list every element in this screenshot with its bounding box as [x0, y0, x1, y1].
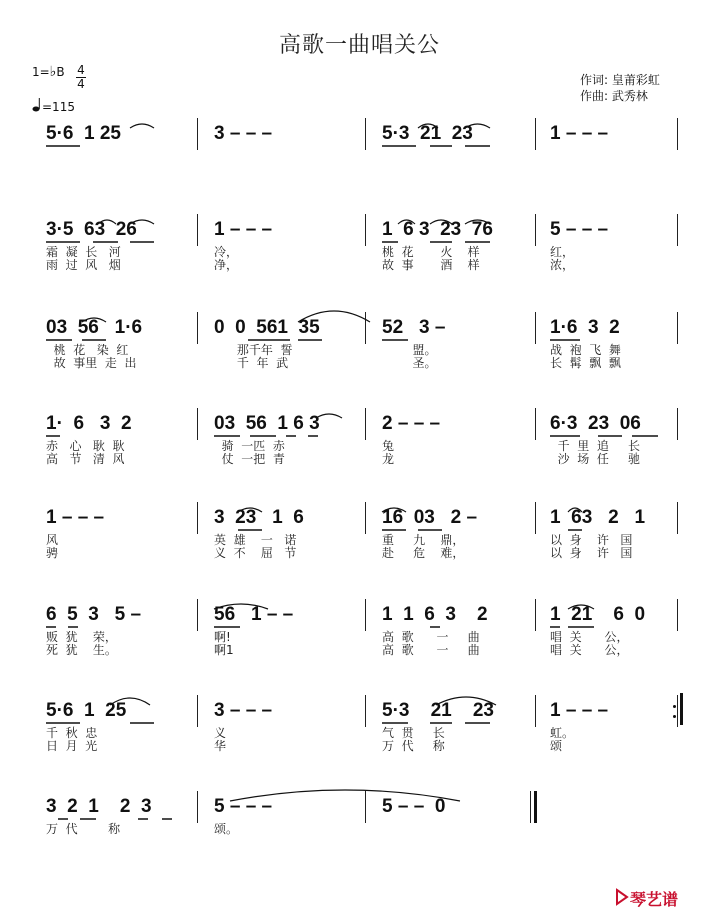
lyric-verse-2: 净， — [214, 258, 239, 272]
slur — [130, 124, 154, 128]
lyric-verse-1: 千 里 追 长 — [550, 439, 640, 453]
lyric-verse-1: 桃 花 染 红 — [46, 343, 129, 357]
lyric-verse-1: 重 九 鼎， — [382, 533, 465, 547]
lyric-verse-1: 风 — [46, 533, 59, 547]
slur — [230, 790, 460, 801]
lyric-verse-1: 义 — [214, 726, 227, 740]
lyric-verse-1: 骑 一匹 赤 — [214, 439, 285, 453]
measure-notes: 2 – – – — [382, 413, 441, 434]
measure-notes: 3·5 63 26 — [46, 219, 137, 240]
slur — [82, 318, 106, 322]
slur — [568, 605, 594, 609]
measure-notes: 5·6 1 25 — [46, 700, 127, 721]
slur — [98, 220, 116, 224]
lyric-verse-1: 红， — [550, 245, 575, 259]
lyric-verse-1: 那千年 誓 — [214, 343, 293, 357]
lyric-verse-2: 龙 — [382, 452, 395, 466]
lyric-verse-2: 沙 场 任 驰 — [550, 452, 640, 466]
tempo-value: =115 — [42, 100, 75, 114]
lyric-verse-1: 高 歌 一 曲 — [382, 630, 480, 644]
lyric-verse-2: 以 身 许 国 — [550, 546, 633, 560]
measure-notes: 03 56 1·6 — [46, 317, 143, 338]
measure-notes: 1 – – – — [46, 507, 105, 528]
lyric-verse-1: 战 袍 飞 舞 — [550, 343, 621, 357]
lyric-verse-1: 唱 关 公， — [550, 630, 629, 644]
lyric-verse-2: 颂 — [550, 739, 563, 753]
lyric-verse-2: 死 犹 生。 — [46, 643, 117, 657]
measure-notes: 5 – – – — [550, 219, 609, 240]
measure-notes: 1 6 3 23 76 — [382, 219, 493, 240]
lyric-verse-2: 故 事 酒 样 — [382, 258, 480, 272]
measure-notes: 52 3 – — [382, 317, 446, 338]
watermark-logo-icon — [615, 888, 629, 906]
lyric-verse-2: 高 歌 一 曲 — [382, 643, 480, 657]
lyric-verse-2: 赴 危 难， — [382, 546, 465, 560]
lyricist: 作词: 皇莆彩虹 — [580, 73, 660, 87]
slur — [465, 220, 490, 224]
measure-notes: 16 03 2 – — [382, 507, 478, 528]
slur — [130, 220, 154, 224]
lyric-verse-2: 雨 过 风 烟 — [46, 258, 121, 272]
slur — [316, 414, 342, 418]
measure-notes: 6·3 23 06 — [550, 413, 641, 434]
time-signature-bottom: 4 — [77, 77, 85, 91]
slur — [465, 124, 490, 128]
measure-notes: 1· 6 3 2 — [46, 413, 132, 434]
slur — [110, 698, 150, 705]
lyric-verse-1: 盟。 — [382, 343, 437, 357]
lyric-verse-1: 万 代 称 — [46, 822, 121, 836]
slur — [568, 508, 582, 512]
measure-notes: 56 1 – – — [214, 604, 294, 625]
measure-notes: 6 5 3 5 – — [46, 604, 142, 625]
lyric-verse-2: 啊1 — [214, 643, 234, 657]
lyric-verse-2: 唱 关 公， — [550, 643, 629, 657]
slur — [398, 220, 415, 224]
slur — [418, 124, 438, 128]
lyric-verse-2: 义 不 屈 节 — [214, 546, 297, 560]
lyric-verse-1: 以 身 许 国 — [550, 533, 633, 547]
measure-notes: 1 – – – — [214, 219, 273, 240]
lyric-verse-2: 高 节 清 风 — [46, 452, 125, 466]
lyric-verse-1: 虹。 — [550, 726, 575, 740]
slur — [436, 697, 496, 705]
measure-notes: 1 – – – — [550, 700, 609, 721]
lyric-verse-2: 圣。 — [382, 356, 437, 370]
slur — [238, 508, 262, 512]
flat-sign: ♭ — [49, 64, 57, 80]
measure-notes: 5 – – 0 — [382, 796, 446, 817]
composer: 作曲: 武秀林 — [580, 89, 648, 103]
lyric-verse-1: 啊! — [214, 630, 231, 644]
measure-notes: 3 2 1 2 3 — [46, 796, 152, 817]
lyric-verse-1: 桃 花 火 样 — [382, 245, 480, 259]
measure-notes: 5·6 1 25 — [46, 123, 121, 144]
lyric-verse-2: 仗 一把 青 — [214, 452, 285, 466]
lyric-verse-1: 贩 犹 荣， — [46, 630, 117, 644]
lyric-verse-2: 千 年 武 — [214, 356, 289, 370]
slur — [214, 604, 268, 609]
slur — [298, 311, 370, 322]
measure-notes: 3 23 1 6 — [214, 507, 304, 528]
key-note: B — [56, 65, 65, 79]
lyric-verse-2: 骋 — [46, 546, 59, 560]
lyric-verse-2: 日 月 光 — [46, 739, 98, 753]
lyric-verse-1: 英 雄 一 诺 — [214, 533, 297, 547]
measure-notes: 3 – – – — [214, 123, 273, 144]
lyric-verse-1: 颂。 — [214, 822, 239, 836]
lyric-verse-1: 赤 心 耿 耿 — [46, 439, 125, 453]
lyric-verse-2: 长 髯 飘 飘 — [550, 356, 621, 370]
measure-notes: 03 56 1 6 3 — [214, 413, 320, 434]
lyric-verse-2: 浓， — [550, 258, 575, 272]
measure-notes: 5·3 21 23 — [382, 123, 473, 144]
measure-notes: 0 0 561 35 — [214, 317, 320, 338]
page-title: 高歌一曲唱关公 — [278, 33, 440, 58]
lyric-verse-1: 千 秋 忠 — [46, 726, 98, 740]
lyric-verse-2: 华 — [214, 739, 227, 753]
slur — [382, 508, 406, 512]
slur — [430, 220, 452, 224]
lyric-verse-1: 气 贯 长 — [382, 726, 445, 740]
measure-notes: 1 – – – — [550, 123, 609, 144]
lyric-verse-1: 兔 — [382, 439, 395, 453]
measure-notes: 5·3 21 23 — [382, 700, 494, 721]
lyric-verse-1: 冷， — [214, 245, 239, 259]
measure-notes: 5 – – – — [214, 796, 273, 817]
measure-notes: 1 63 2 1 — [550, 507, 646, 528]
measure-notes: 1 21 6 0 — [550, 604, 646, 625]
key-prefix: 1= — [32, 65, 50, 79]
watermark: 琴艺谱 — [630, 890, 679, 909]
measure-notes: 1·6 3 2 — [550, 317, 620, 338]
lyric-verse-1: 霜 凝 长 河 — [46, 245, 121, 259]
lyric-verse-2: 万 代 称 — [382, 739, 445, 753]
lyric-verse-2: 故 事里 走 出 — [46, 356, 137, 370]
time-signature-top: 4 — [77, 63, 85, 77]
measure-notes: 3 – – – — [214, 700, 273, 721]
measure-notes: 1 1 6 3 2 — [382, 604, 488, 625]
